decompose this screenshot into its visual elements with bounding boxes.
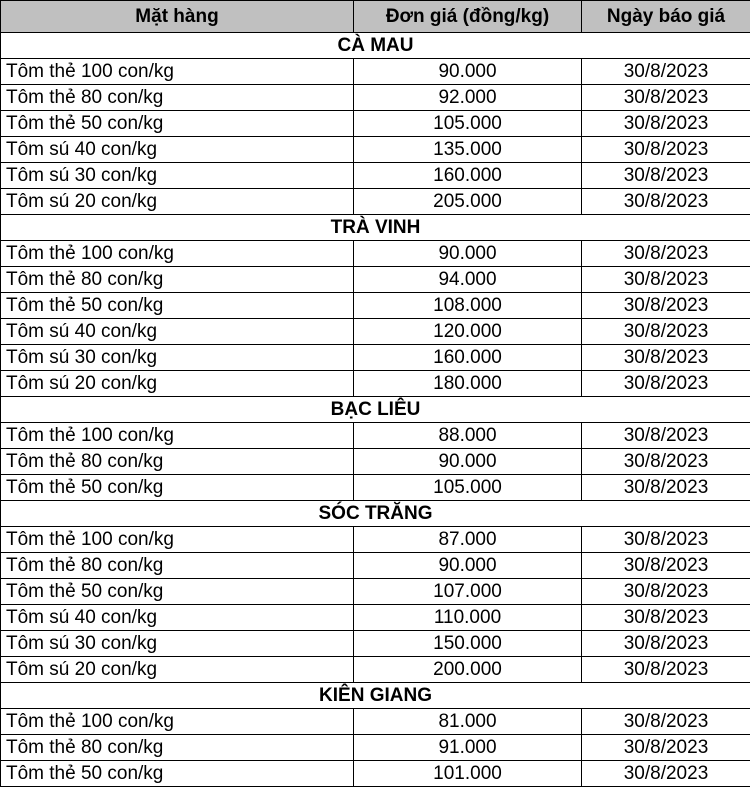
header-row (1, 1, 750, 33)
item-name-cell: Tôm thẻ 50 con/kg (1, 579, 354, 605)
quote-date-cell: 30/8/2023 (582, 59, 750, 85)
unit-price-cell: 150.000 (354, 631, 582, 657)
quote-date-cell: 30/8/2023 (582, 111, 750, 137)
table-row (1, 371, 750, 397)
quote-date-cell: 30/8/2023 (582, 85, 750, 111)
quote-date-cell: 30/8/2023 (582, 449, 750, 475)
region-row (1, 501, 750, 527)
unit-price-cell: 105.000 (354, 111, 582, 137)
table-row (1, 293, 750, 319)
item-name-cell: Tôm sú 30 con/kg (1, 163, 354, 189)
item-name-cell: Tôm thẻ 80 con/kg (1, 267, 354, 293)
unit-price-cell: 180.000 (354, 371, 582, 397)
quote-date-cell: 30/8/2023 (582, 553, 750, 579)
unit-price-cell: 200.000 (354, 657, 582, 683)
table-row (1, 761, 750, 787)
table-row (1, 267, 750, 293)
unit-price-cell: 90.000 (354, 59, 582, 85)
quote-date-cell: 30/8/2023 (582, 709, 750, 735)
unit-price-cell: 107.000 (354, 579, 582, 605)
quote-date-cell: 30/8/2023 (582, 657, 750, 683)
item-name-cell: Tôm thẻ 100 con/kg (1, 423, 354, 449)
item-name-cell: Tôm sú 30 con/kg (1, 631, 354, 657)
table-row (1, 163, 750, 189)
table-row (1, 241, 750, 267)
header-quote-date: Ngày báo giá (582, 1, 750, 33)
unit-price-cell: 135.000 (354, 137, 582, 163)
header-item: Mặt hàng (1, 1, 354, 33)
unit-price-cell: 92.000 (354, 85, 582, 111)
quote-date-cell: 30/8/2023 (582, 267, 750, 293)
table-row (1, 423, 750, 449)
unit-price-cell: 205.000 (354, 189, 582, 215)
table-row (1, 319, 750, 345)
item-name-cell: Tôm thẻ 100 con/kg (1, 241, 354, 267)
region-name: SÓC TRĂNG (1, 501, 750, 527)
quote-date-cell: 30/8/2023 (582, 605, 750, 631)
region-name: KIÊN GIANG (1, 683, 750, 709)
quote-date-cell: 30/8/2023 (582, 345, 750, 371)
unit-price-cell: 160.000 (354, 163, 582, 189)
item-name-cell: Tôm sú 40 con/kg (1, 137, 354, 163)
quote-date-cell: 30/8/2023 (582, 189, 750, 215)
item-name-cell: Tôm thẻ 50 con/kg (1, 111, 354, 137)
table-row (1, 85, 750, 111)
table-row (1, 527, 750, 553)
table-row (1, 59, 750, 85)
table-row (1, 657, 750, 683)
table-body (1, 33, 750, 787)
item-name-cell: Tôm thẻ 50 con/kg (1, 293, 354, 319)
quote-date-cell: 30/8/2023 (582, 735, 750, 761)
table-row (1, 631, 750, 657)
item-name-cell: Tôm sú 20 con/kg (1, 189, 354, 215)
item-name-cell: Tôm thẻ 80 con/kg (1, 553, 354, 579)
header-unit-price: Đơn giá (đồng/kg) (354, 1, 582, 33)
item-name-cell: Tôm thẻ 50 con/kg (1, 761, 354, 787)
table-row (1, 475, 750, 501)
unit-price-cell: 91.000 (354, 735, 582, 761)
table-row (1, 345, 750, 371)
quote-date-cell: 30/8/2023 (582, 163, 750, 189)
table-row (1, 553, 750, 579)
quote-date-cell: 30/8/2023 (582, 319, 750, 345)
item-name-cell: Tôm sú 30 con/kg (1, 345, 354, 371)
item-name-cell: Tôm thẻ 100 con/kg (1, 59, 354, 85)
item-name-cell: Tôm thẻ 80 con/kg (1, 449, 354, 475)
table-row (1, 579, 750, 605)
item-name-cell: Tôm thẻ 80 con/kg (1, 85, 354, 111)
item-name-cell: Tôm sú 40 con/kg (1, 605, 354, 631)
item-name-cell: Tôm sú 40 con/kg (1, 319, 354, 345)
region-row (1, 215, 750, 241)
unit-price-cell: 90.000 (354, 449, 582, 475)
region-row (1, 33, 750, 59)
unit-price-cell: 105.000 (354, 475, 582, 501)
table-row (1, 735, 750, 761)
unit-price-cell: 88.000 (354, 423, 582, 449)
quote-date-cell: 30/8/2023 (582, 371, 750, 397)
quote-date-cell: 30/8/2023 (582, 631, 750, 657)
region-name: CÀ MAU (1, 33, 750, 59)
unit-price-cell: 101.000 (354, 761, 582, 787)
quote-date-cell: 30/8/2023 (582, 293, 750, 319)
region-name: BẠC LIÊU (1, 397, 750, 423)
unit-price-cell: 160.000 (354, 345, 582, 371)
unit-price-cell: 90.000 (354, 241, 582, 267)
unit-price-cell: 94.000 (354, 267, 582, 293)
unit-price-cell: 110.000 (354, 605, 582, 631)
quote-date-cell: 30/8/2023 (582, 241, 750, 267)
table-row (1, 189, 750, 215)
region-row (1, 683, 750, 709)
quote-date-cell: 30/8/2023 (582, 579, 750, 605)
table-row (1, 709, 750, 735)
region-name: TRÀ VINH (1, 215, 750, 241)
item-name-cell: Tôm thẻ 100 con/kg (1, 527, 354, 553)
table-row (1, 111, 750, 137)
table-header (1, 1, 750, 33)
quote-date-cell: 30/8/2023 (582, 137, 750, 163)
item-name-cell: Tôm sú 20 con/kg (1, 371, 354, 397)
quote-date-cell: 30/8/2023 (582, 475, 750, 501)
unit-price-cell: 90.000 (354, 553, 582, 579)
region-row (1, 397, 750, 423)
unit-price-cell: 81.000 (354, 709, 582, 735)
item-name-cell: Tôm thẻ 80 con/kg (1, 735, 354, 761)
table-row (1, 449, 750, 475)
unit-price-cell: 108.000 (354, 293, 582, 319)
quote-date-cell: 30/8/2023 (582, 761, 750, 787)
quote-date-cell: 30/8/2023 (582, 423, 750, 449)
table-row (1, 137, 750, 163)
item-name-cell: Tôm sú 20 con/kg (1, 657, 354, 683)
table-row (1, 605, 750, 631)
unit-price-cell: 87.000 (354, 527, 582, 553)
quote-date-cell: 30/8/2023 (582, 527, 750, 553)
item-name-cell: Tôm thẻ 50 con/kg (1, 475, 354, 501)
item-name-cell: Tôm thẻ 100 con/kg (1, 709, 354, 735)
unit-price-cell: 120.000 (354, 319, 582, 345)
